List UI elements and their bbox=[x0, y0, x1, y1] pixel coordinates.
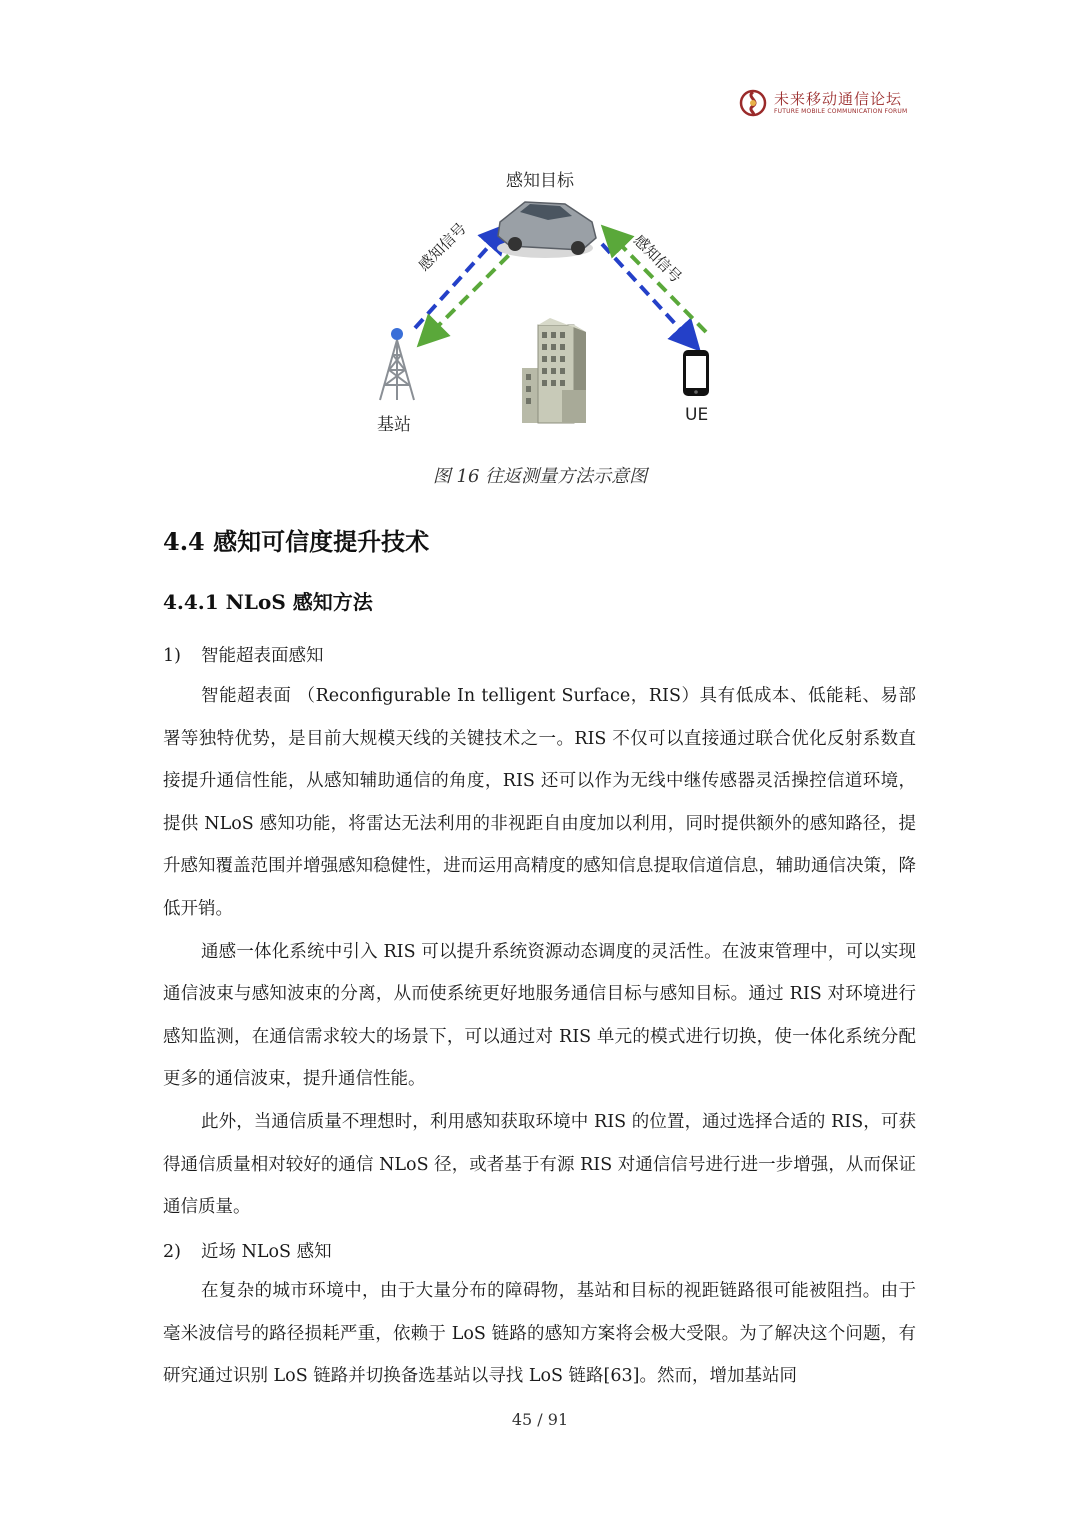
logo-title-cn: 未来移动通信论坛 bbox=[774, 89, 903, 108]
section-title: 4.4 感知可信度提升技术 bbox=[163, 527, 430, 556]
body-text-block-2 bbox=[163, 1270, 916, 1398]
figure-caption: 图 16 往返测量方法示意图 bbox=[432, 466, 648, 487]
list-item-1 bbox=[163, 642, 324, 667]
base-station-icon bbox=[380, 328, 414, 400]
logo-title-en: FUTURE MOBILE COMMUNICATION FORUM bbox=[774, 107, 908, 115]
paragraph-4: 在复杂的城市环境中，由于大量分布的障碍物，基站和目标的视距链路很可能被阻挡。由于毫米波信号的路径损耗严重，依赖于 LoS 链路的感知方案将会极大受限。为了解决这个问题，有研究通过识别 LoS 链路并切换备选基站以寻找 LoS 链路[63]。然而，增加基站同 bbox=[163, 1281, 916, 1387]
signal-label-left: 感知信号 bbox=[414, 219, 470, 275]
ue-label: UE bbox=[685, 405, 709, 425]
list-item-1-text: 智能超表面感知 bbox=[201, 646, 324, 666]
base-station-label: 基站 bbox=[377, 415, 411, 435]
subsection-title: 4.4.1 NLoS 感知方法 bbox=[163, 590, 373, 614]
forum-logo-icon bbox=[738, 88, 768, 118]
signal-label-right: 感知信号 bbox=[630, 231, 686, 287]
list-item-2 bbox=[163, 1238, 332, 1263]
list-item-2-text: 近场 NLoS 感知 bbox=[201, 1242, 332, 1262]
phone-icon bbox=[683, 350, 709, 396]
body-text-block-1 bbox=[163, 675, 916, 1229]
target-label: 感知目标 bbox=[506, 171, 574, 191]
forum-logo bbox=[738, 88, 907, 118]
paragraph-3: 此外，当通信质量不理想时，利用感知获取环境中 RIS 的位置，通过选择合适的 RIS，可获得通信质量相对较好的通信 NLoS 径，或者基于有源 RIS 对通信信号进行进一步增强，从而保证通信质量。 bbox=[163, 1111, 916, 1218]
car-icon bbox=[497, 202, 596, 258]
round-trip-figure bbox=[360, 160, 740, 450]
list-item-1-number: 1) bbox=[163, 646, 181, 666]
list-item-2-number: 2) bbox=[163, 1242, 181, 1262]
paragraph-2: 通感一体化系统中引入 RIS 可以提升系统资源动态调度的灵活性。在波束管理中，可以实现通信波束与感知波束的分离，从而使系统更好地服务通信目标与感知目标。通过 RIS 对环境进行感知监测，在通信需求较大的场景下，可以通过对 RIS 单元的模式进行切换，使一体化系统分配更多的通信波束，提升通信性能。 bbox=[163, 941, 916, 1090]
page-number: 45 / 91 bbox=[511, 1410, 569, 1429]
paragraph-1: 智能超表面 （Reconfigurable In telligent Surface，RIS）具有低成本、低能耗、易部署等独特优势，是目前大规模天线的关键技术之一。RIS 不仅可以直接通过联合优化反射系数直接提升通信性能，从感知辅助通信的角度，RIS 还可以作为无线中继传感器灵活操控信道环境，提供 NLoS 感知功能，将雷达无法利用的非视距自由度加以利用，同时提供额外的感知路径，提升感知覆盖范围并增强感知稳健性，进而运用高精度的感知信息提取信道信息，辅助通信决策，降低开销。 bbox=[163, 686, 916, 919]
